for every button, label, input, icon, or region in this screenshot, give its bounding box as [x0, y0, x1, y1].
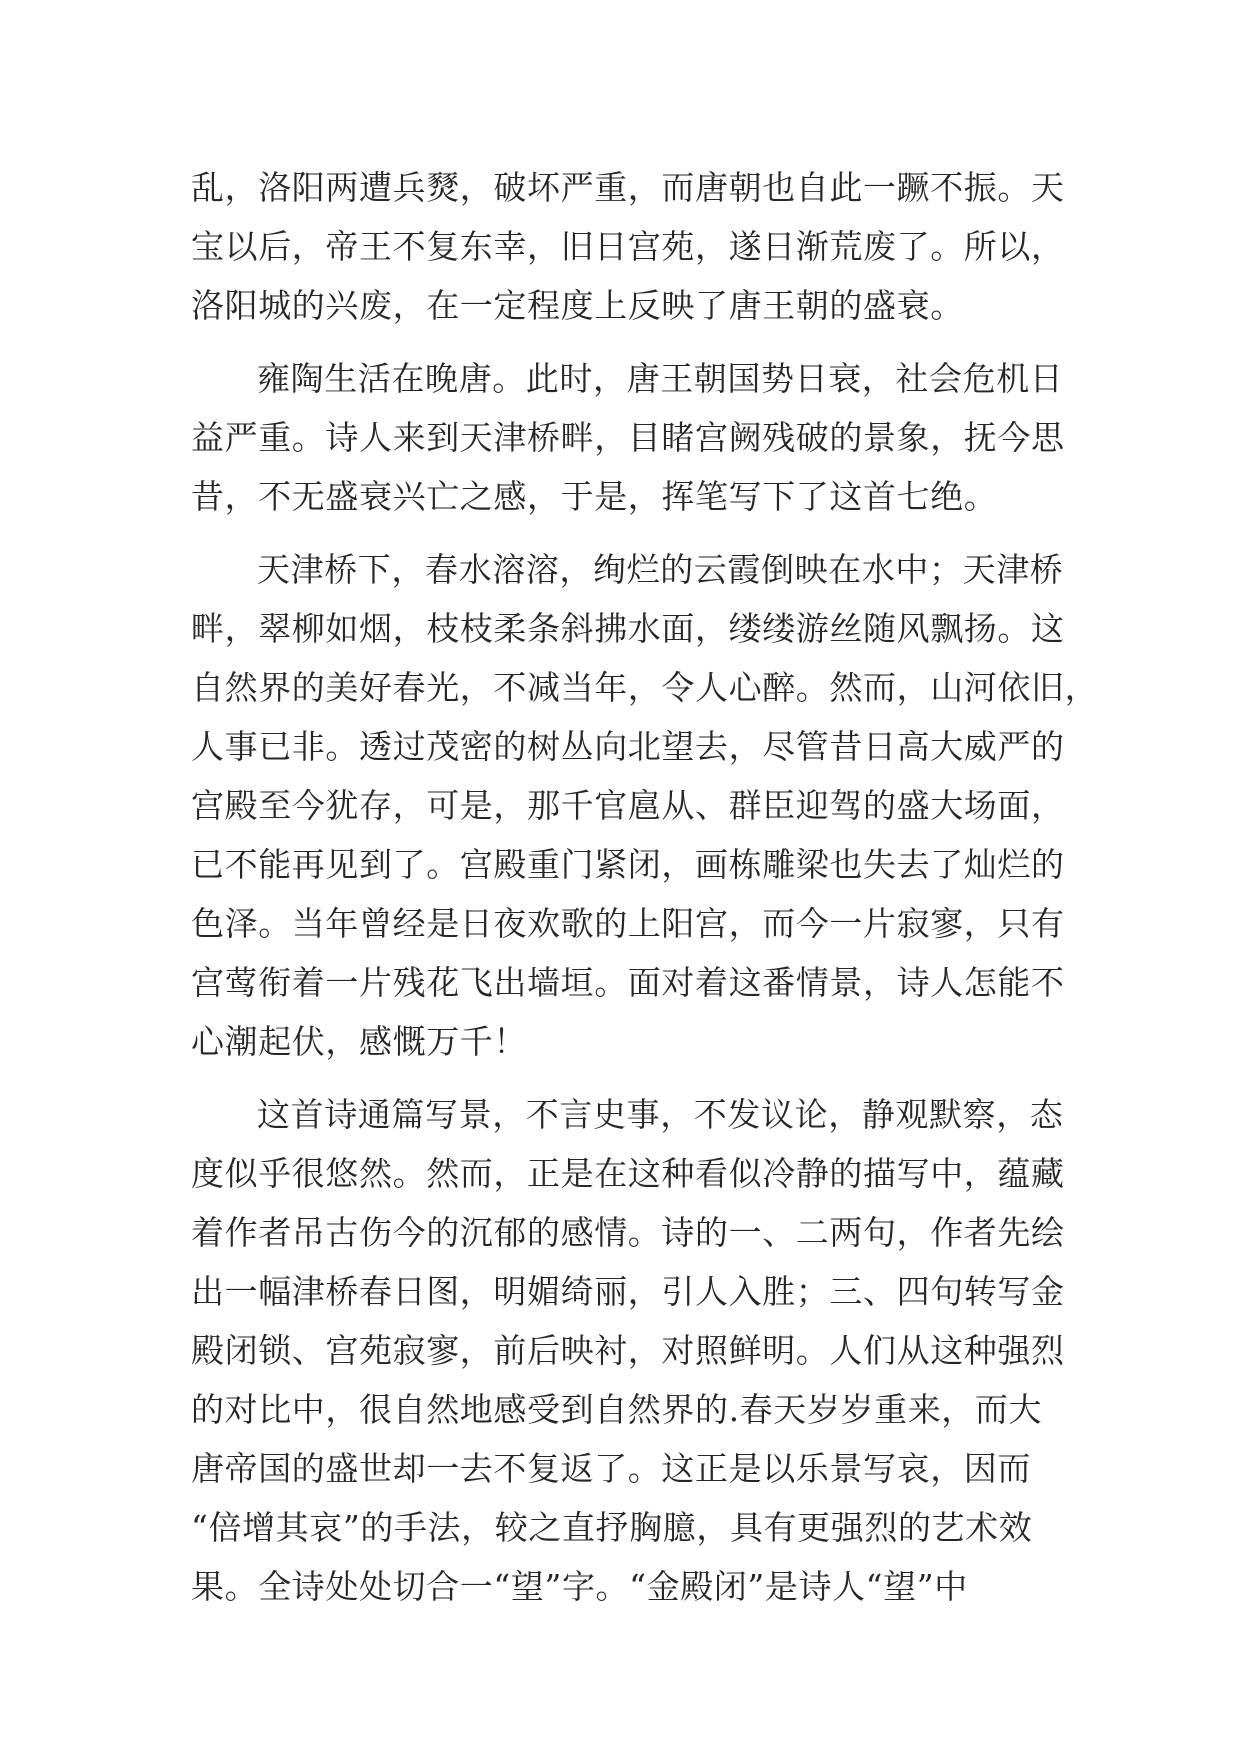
text-line: 宫莺衔着一片残花飞出墙垣。面对着这番情景，诗人怎能不 — [191, 963, 1065, 1002]
text-line: 宝以后，帝王不复东幸，旧日宫苑，遂日渐荒废了。所以， — [191, 227, 1065, 266]
text-line: 自然界的美好春光，不减当年，令人心醉。然而，山河依旧， — [191, 668, 1099, 707]
text-line: “倍增其哀”的手法，较之直抒胸臆，具有更强烈的艺术效 — [191, 1508, 1033, 1547]
paragraph-gap — [191, 1071, 1051, 1085]
text-line: 的对比中，很自然地感受到自然界的.春天岁岁重来，而大 — [191, 1390, 1043, 1429]
text-line: 度似乎很悠然。然而，正是在这种看似冷静的描写中，蕴藏 — [191, 1154, 1065, 1193]
text-line: 着作者吊古伤今的沉郁的感情。诗的一、二两句，作者先绘 — [191, 1213, 1065, 1252]
text-line: 唐帝国的盛世却一去不复返了。这正是以乐景写哀，因而 — [191, 1449, 1031, 1488]
text-line: 雍陶生活在晚唐。此时，唐王朝国势日衰，社会危机日 — [257, 359, 1064, 398]
text-line: 畔，翠柳如烟，枝枝柔条斜拂水面，缕缕游丝随风飘扬。这 — [191, 609, 1065, 648]
text-line: 益严重。诗人来到天津桥畔，目睹宫阙残破的景象，抚今思 — [191, 418, 1065, 457]
text-line: 已不能再见到了。宫殿重门紧闭，画栋雕梁也失去了灿烂的 — [191, 845, 1065, 884]
text-line: 色泽。当年曾经是日夜欢歌的上阳宫，而今一片寂寥，只有 — [191, 904, 1065, 943]
text-line: 昔，不无盛衰兴亡之感，于是，挥笔写下了这首七绝。 — [191, 477, 998, 516]
paragraph-gap — [191, 526, 1051, 540]
body-text — [191, 158, 1099, 1616]
text-line: 洛阳城的兴废，在一定程度上反映了唐王朝的盛衰。 — [191, 286, 964, 325]
text-line: 宫殿至今犹存，可是，那千官扈从、群臣迎驾的盛大场面， — [191, 786, 1065, 825]
paragraph-gap — [191, 335, 1051, 349]
text-line: 天津桥下，春水溶溶，绚烂的云霞倒映在水中；天津桥 — [257, 550, 1064, 589]
text-line: 殿闭锁、宫苑寂寥，前后映衬，对照鲜明。人们从这种强烈 — [191, 1331, 1065, 1370]
text-line: 心潮起伏，感慨万千！ — [191, 1022, 527, 1061]
text-line: 这首诗通篇写景，不言史事，不发议论，静观默察，态 — [257, 1095, 1064, 1134]
text-line: 果。全诗处处切合一“望”字。“金殿闭”是诗人“望”中 — [191, 1567, 968, 1606]
text-line: 人事已非。透过茂密的树丛向北望去，尽管昔日高大威严的 — [191, 727, 1065, 766]
text-line: 出一幅津桥春日图，明媚绮丽，引人入胜；三、四句转写金 — [191, 1272, 1065, 1311]
text-line: 乱，洛阳两遭兵燹，破坏严重，而唐朝也自此一蹶不振。天 — [191, 168, 1065, 207]
